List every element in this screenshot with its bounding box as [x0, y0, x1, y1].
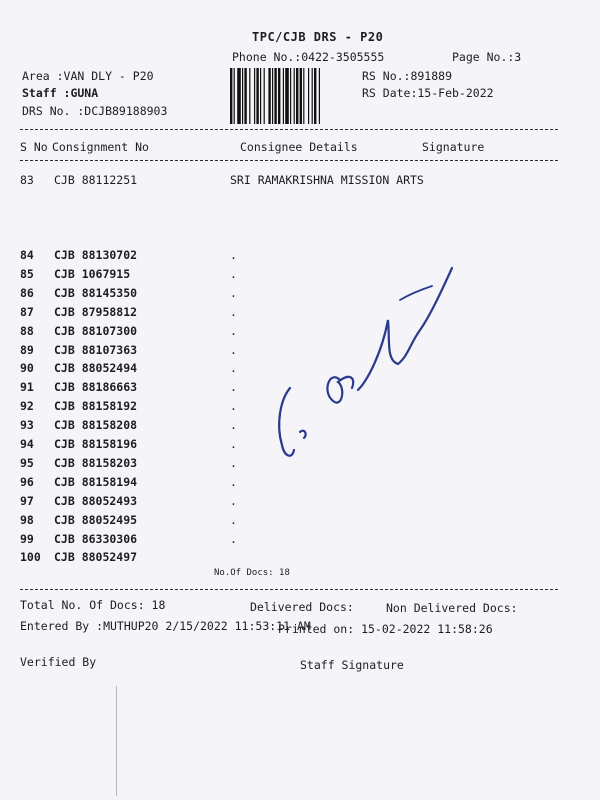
row-consignee: . [230, 455, 237, 470]
row-consignee: . [230, 248, 237, 262]
row-consignment-no: CJB 1067915 [54, 266, 131, 281]
non-delivered-docs: Non Delivered Docs: [386, 601, 518, 615]
delivered-docs: Delivered Docs: [250, 600, 354, 614]
table-row [20, 513, 560, 531]
column-header-consignment: Consignment No [52, 140, 149, 154]
row-consignee: SRI RAMAKRISHNA MISSION ARTS [230, 173, 424, 187]
row-sno: 84 [20, 248, 34, 262]
row-consignment-no: CJB 88052494 [54, 361, 138, 376]
barcode-bar [234, 68, 235, 124]
row-consignment-no: CJB 88158192 [54, 399, 138, 414]
barcode-bar [319, 68, 320, 124]
column-header-sno: S No [20, 140, 48, 154]
row-consignment-no: CJB 88052497 [54, 550, 138, 565]
column-header-signature: Signature [422, 140, 485, 154]
barcode-bar [312, 68, 313, 124]
row-consignee: . [230, 531, 237, 546]
row-consignee: . [230, 380, 237, 395]
row-consignment-no: CJB 88130702 [54, 248, 138, 262]
barcode-bar [274, 68, 276, 124]
divider-top [20, 129, 558, 130]
divider-header [20, 160, 558, 161]
table-row [20, 550, 560, 568]
row-consignment-no: CJB 88145350 [54, 285, 138, 300]
row-consignee: . [230, 361, 237, 376]
row-sno: 92 [20, 399, 34, 414]
row-sno: 96 [20, 474, 34, 489]
table-row [20, 173, 560, 191]
entered-by: Entered By :MUTHUP20 2/15/2022 11:53:11 AM [20, 619, 311, 633]
row-consignee: . [230, 323, 237, 338]
barcode-bar [230, 68, 232, 124]
total-docs: Total No. Of Docs: 18 [20, 598, 166, 612]
barcode-bar [242, 68, 243, 124]
table-row [20, 494, 560, 512]
phone-number: Phone No.:0422-3505555 [232, 50, 385, 64]
row-consignee: . [230, 437, 237, 451]
barcode-bar [294, 68, 295, 124]
barcode [230, 68, 354, 124]
row-sno: 87 [20, 304, 34, 319]
verified-by: Verified By [20, 655, 97, 669]
row-consignee: . [230, 285, 237, 300]
drs-number: DRS No. :DCJB89188903 [22, 104, 168, 118]
row-sno: 93 [20, 418, 34, 433]
handwritten-signature [270, 260, 470, 470]
row-consignee: . [230, 304, 237, 319]
row-consignment-no: CJB 88107300 [54, 323, 138, 338]
barcode-bar [244, 68, 246, 124]
row-sno: 100 [20, 550, 41, 565]
barcode-bar [264, 68, 265, 124]
staff-label: Staff :GUNA [22, 86, 99, 100]
row-sno: 99 [20, 531, 34, 546]
barcode-bar [285, 68, 289, 124]
row-consignment-no: CJB 88112251 [54, 173, 138, 187]
barcode-bar [296, 68, 298, 124]
sheet-title: TPC/CJB DRS - P20 [252, 30, 384, 44]
row-consignee: . [230, 399, 237, 414]
scan-line [116, 686, 117, 796]
barcode-bar [256, 68, 258, 124]
row-sno: 95 [20, 455, 34, 470]
no-of-docs: No.Of Docs: 18 [214, 568, 290, 578]
divider-bottom [20, 589, 558, 590]
barcode-bar [268, 68, 270, 124]
row-sno: 89 [20, 342, 34, 357]
table-row [20, 475, 560, 493]
barcode-bar [278, 68, 280, 124]
row-consignment-no: CJB 86330306 [54, 531, 138, 546]
rs-date: RS Date:15-Feb-2022 [362, 86, 494, 100]
barcode-bar [254, 68, 255, 124]
row-consignee: . [230, 493, 237, 508]
column-header-consignee: Consignee Details [240, 140, 358, 154]
staff-signature: Staff Signature [300, 658, 404, 672]
row-consignment-no: CJB 88158203 [54, 455, 138, 470]
barcode-bar [260, 68, 261, 124]
row-consignment-no: CJB 88158194 [54, 474, 138, 489]
barcode-bar [300, 68, 302, 124]
row-sno: 90 [20, 361, 34, 376]
barcode-bar [314, 68, 316, 124]
row-sno: 94 [20, 437, 34, 451]
printed-on: Printed on: 15-02-2022 11:58:26 [278, 622, 493, 636]
row-sno: 85 [20, 266, 34, 281]
row-consignment-no: CJB 88186663 [54, 380, 138, 395]
row-consignee: . [230, 512, 237, 527]
table-row [20, 532, 560, 550]
barcode-bar [308, 68, 309, 124]
row-consignment-no: CJB 88052493 [54, 493, 138, 508]
barcode-bar [283, 68, 284, 124]
row-consignment-no: CJB 88107363 [54, 342, 138, 357]
row-sno: 86 [20, 285, 34, 300]
barcode-bar [303, 68, 304, 124]
row-sno: 98 [20, 512, 34, 527]
row-sno: 83 [20, 173, 34, 187]
rs-number: RS No.:891889 [362, 69, 453, 83]
page-number: Page No.:3 [452, 50, 522, 64]
barcode-bar [272, 68, 273, 124]
row-sno: 97 [20, 493, 34, 508]
row-consignee: . [230, 474, 237, 489]
row-consignment-no: CJB 87958812 [54, 304, 138, 319]
row-sno: 88 [20, 323, 34, 338]
row-consignment-no: CJB 88052495 [54, 512, 138, 527]
barcode-bar [290, 68, 291, 124]
row-consignment-no: CJB 88158208 [54, 418, 138, 433]
barcode-bar [249, 68, 250, 124]
row-consignee: . [230, 266, 237, 281]
barcode-bar [237, 68, 241, 124]
row-consignment-no: CJB 88158196 [54, 437, 138, 451]
row-consignee: . [230, 418, 237, 433]
row-sno: 91 [20, 380, 34, 395]
area-label: Area :VAN DLY - P20 [22, 69, 154, 83]
row-consignee: . [230, 342, 237, 357]
